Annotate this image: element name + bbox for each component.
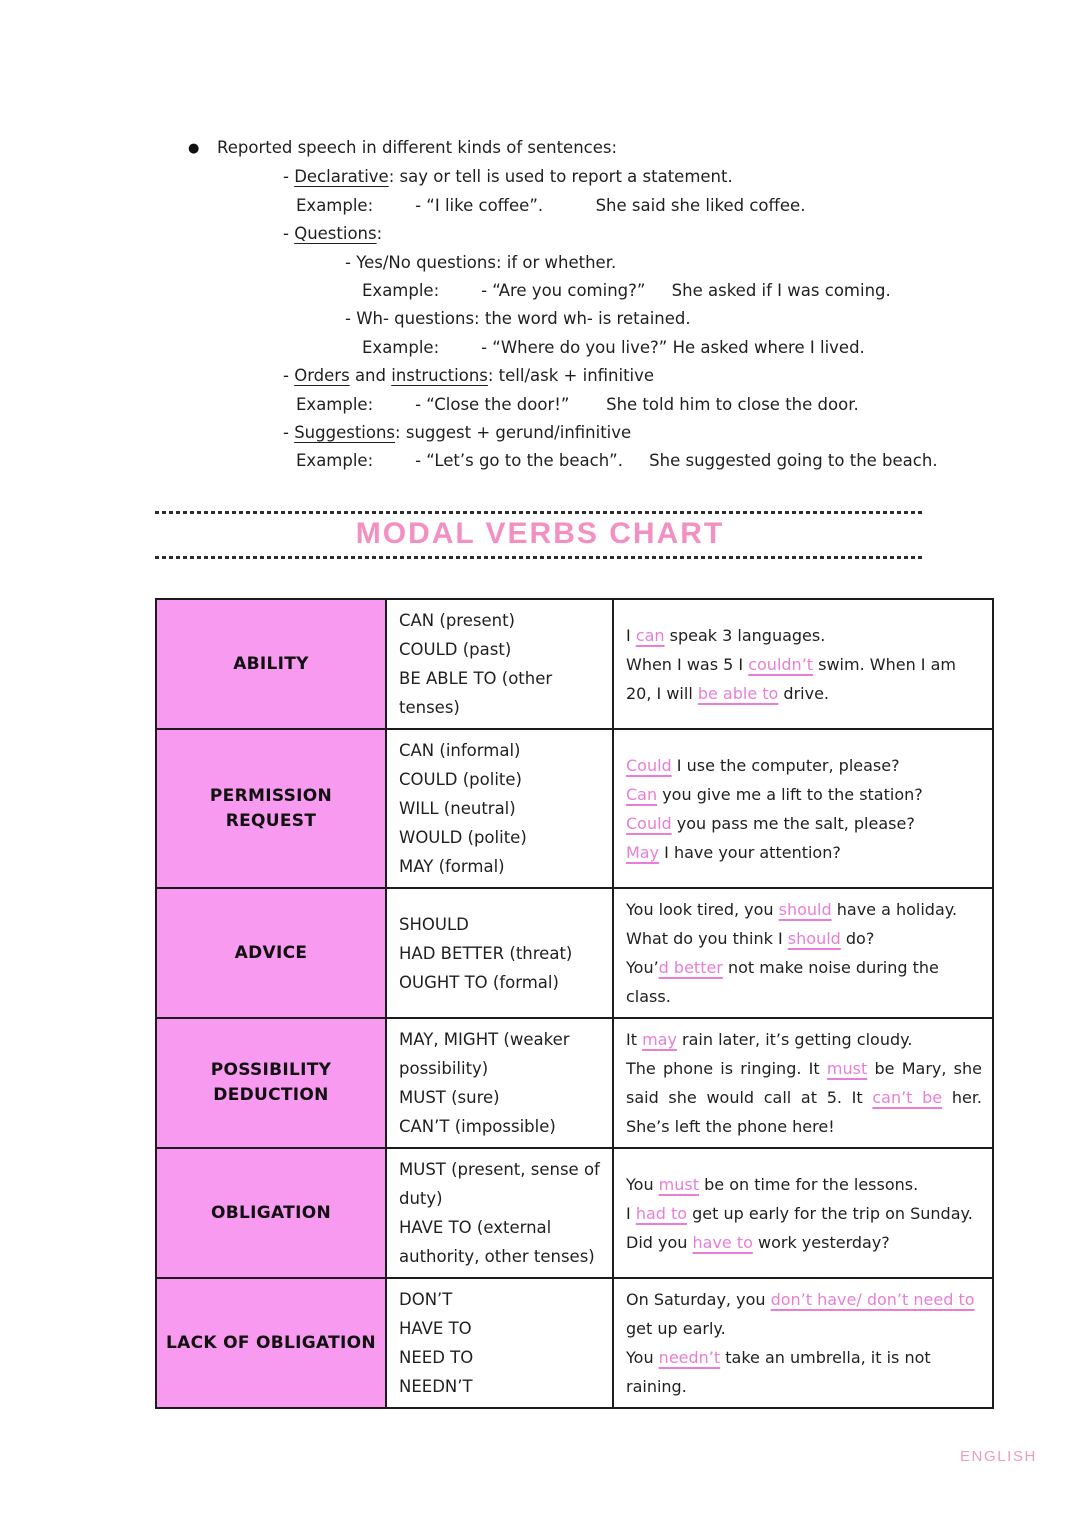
note-text: Reported speech in different kinds of sentences: [217, 138, 618, 157]
examples-cell: You must be on time for the lessons. I had to get up early for the trip on Sunday. Did you have to work yesterday? [613, 1148, 993, 1278]
chart-header [155, 511, 925, 559]
examples-cell: I can speak 3 languages. When I was 5 I couldn’t swim. When I am 20, I will be able to drive. [613, 599, 993, 729]
note-line: - Questions: [283, 224, 383, 244]
verbs-cell: MUST (present, sense of duty) HAVE TO (external authority, other tenses) [386, 1148, 613, 1278]
chart-title: MODAL VERBS CHART [355, 517, 725, 550]
table-row-advice [156, 888, 993, 1018]
table-row-obligation [156, 1148, 993, 1278]
examples-cell: It may rain later, it’s getting cloudy. The phone is ringing. It must be Mary, she said she would call at 5. It can’t be her. She’s left the phone here! [613, 1018, 993, 1148]
verbs-cell: CAN (present) COULD (past) BE ABLE TO (other tenses) [386, 599, 613, 729]
note-line: - Yes/No questions: if or whether. [345, 252, 617, 272]
note-line: Example: - “Close the door!” She told him to close the door. [296, 394, 859, 414]
category-cell: ADVICE [156, 888, 386, 1018]
reported-speech-notes [155, 134, 965, 476]
footer-label: ENGLISH [959, 1448, 1037, 1465]
bullet-icon: ● [188, 141, 200, 156]
verbs-cell: CAN (informal) COULD (polite) WILL (neutral) WOULD (polite) MAY (formal) [386, 729, 613, 888]
examples-cell: Could I use the computer, please? Can you give me a lift to the station? Could you pass me the salt, please? May I have your attention? [613, 729, 993, 888]
note-line: - Orders and instructions: tell/ask + infinitive [283, 366, 655, 386]
table-row-possibility-deduction [156, 1018, 993, 1148]
note-line: - Declarative: say or tell is used to report a statement. [283, 167, 733, 187]
note-line: Example: - “Where do you live?” He asked where I lived. [362, 337, 865, 357]
table-row-ability [156, 599, 993, 729]
category-cell: PERMISSION REQUEST [156, 729, 386, 888]
category-cell: LACK OF OBLIGATION [156, 1278, 386, 1408]
note-line [155, 134, 965, 163]
examples-cell: You look tired, you should have a holiday. What do you think I should do? You’d better not make noise during the class. [613, 888, 993, 1018]
note-line: - Wh- questions: the word wh- is retained. [345, 309, 691, 329]
examples-cell: On Saturday, you don’t have/ don’t need to get up early. You needn’t take an umbrella, it is not raining. [613, 1278, 993, 1408]
note-line: Example: - “I like coffee”. She said she liked coffee. [296, 195, 806, 215]
note-line: - Suggestions: suggest + gerund/infinitive [283, 423, 632, 443]
table-row-lack-of-obligation [156, 1278, 993, 1408]
modal-verbs-table [155, 598, 994, 1409]
category-cell: ABILITY [156, 599, 386, 729]
category-cell: OBLIGATION [156, 1148, 386, 1278]
verbs-cell: SHOULD HAD BETTER (threat) OUGHT TO (formal) [386, 888, 613, 1018]
table-row-permission-request [156, 729, 993, 888]
dashed-divider-bottom [155, 556, 925, 559]
verbs-cell: MAY, MIGHT (weaker possibility) MUST (sure) CAN’T (impossible) [386, 1018, 613, 1148]
note-line: Example: - “Let’s go to the beach”. She suggested going to the beach. [296, 451, 938, 471]
category-cell: POSSIBILITY DEDUCTION [156, 1018, 386, 1148]
note-line: Example: - “Are you coming?” She asked if I was coming. [362, 281, 891, 301]
verbs-cell: DON’T HAVE TO NEED TO NEEDN’T [386, 1278, 613, 1408]
